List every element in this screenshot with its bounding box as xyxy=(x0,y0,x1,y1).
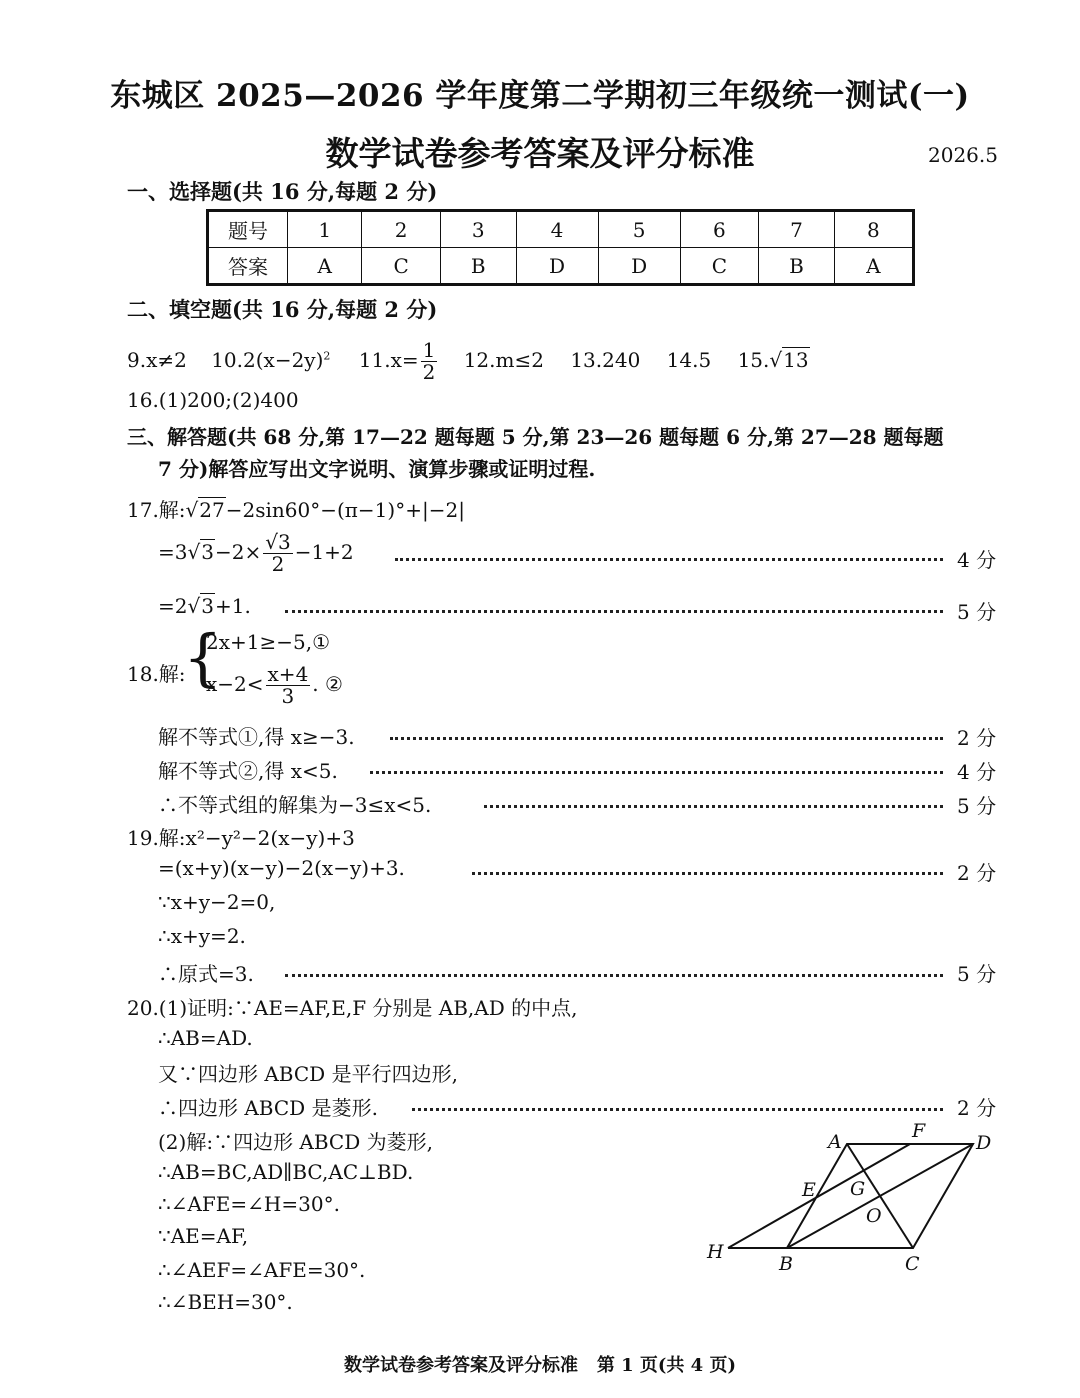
table-cell: 5 xyxy=(598,211,680,248)
label-h: H xyxy=(707,1241,724,1263)
leader-dots xyxy=(285,974,943,977)
q19-line3: ∵x+y−2=0, xyxy=(158,890,276,914)
leader-dots xyxy=(390,737,943,740)
score-label: 5 分 xyxy=(957,794,997,818)
table-cell: 3 xyxy=(440,211,516,248)
table-cell: 6 xyxy=(680,211,759,248)
q11-denominator: 2 xyxy=(422,360,436,384)
score-label: 4 分 xyxy=(957,548,997,572)
label-b: B xyxy=(779,1253,793,1275)
score-label: 5 分 xyxy=(957,600,997,624)
table-cell: 8 xyxy=(834,211,913,248)
q11-answer xyxy=(358,338,440,384)
q18-fraction xyxy=(266,664,311,707)
q17-line3-a: =2√ xyxy=(158,594,201,618)
table-cell: 2 xyxy=(362,211,441,248)
label-d: D xyxy=(976,1132,992,1154)
leader-dots xyxy=(484,805,943,808)
score-label: 2 分 xyxy=(957,726,997,750)
label-c: C xyxy=(905,1253,920,1275)
q20-line3: 又∵四边形 ABCD 是平行四边形, xyxy=(158,1062,458,1086)
table-cell: 7 xyxy=(759,211,835,248)
page-subtitle: 数学试卷参考答案及评分标准 xyxy=(325,134,755,173)
q17-line2-a: =3√ xyxy=(158,540,201,564)
q9-answer: 9.x≠2 xyxy=(127,348,187,372)
q20-line9: ∴∠AEF=∠AFE=30°. xyxy=(158,1258,366,1282)
label-e: E xyxy=(802,1179,816,1201)
section3-heading-line1: 三、解答题(共 68 分,第 17—22 题每题 5 分,第 23—26 题每题 6 分,第 27—28 题每题 xyxy=(127,425,944,449)
q15-answer xyxy=(738,348,810,372)
q10-text: 10.2(x−2y) xyxy=(211,348,324,372)
table-cell: D xyxy=(516,248,598,285)
fill-answers-line xyxy=(127,340,810,383)
q20-line5: (2)解:∵四边形 ABCD 为菱形, xyxy=(158,1130,433,1154)
score-label: 4 分 xyxy=(957,760,997,784)
q20-line6: ∴AB=BC,AD∥BC,AC⊥BD. xyxy=(158,1160,414,1184)
q17-line3 xyxy=(158,594,251,618)
table-cell: 1 xyxy=(288,211,362,248)
page-footer: 数学试卷参考答案及评分标准 第 1 页(共 4 页) xyxy=(344,1355,736,1376)
label-a: A xyxy=(828,1131,842,1153)
section1-heading: 一、选择题(共 16 分,每题 2 分) xyxy=(127,179,438,204)
q20-line7: ∴∠AFE=∠H=30°. xyxy=(158,1192,340,1216)
table-cell: D xyxy=(598,248,680,285)
q18-step1: 解不等式①,得 x≥−3. xyxy=(158,725,355,749)
leader-dots xyxy=(370,771,943,774)
q18-label: 18.解: xyxy=(127,662,186,686)
q17-line1-pre: 17.解:√ xyxy=(127,498,199,522)
q17-line1-radicand: 27 xyxy=(199,498,225,522)
q17-line2-radicand: 3 xyxy=(201,540,214,564)
table-cell: C xyxy=(680,248,759,285)
score-label: 2 分 xyxy=(957,1096,997,1120)
q10-answer xyxy=(211,348,330,372)
score-label: 2 分 xyxy=(957,861,997,885)
table-row xyxy=(208,248,914,285)
score-label: 5 分 xyxy=(957,962,997,986)
q18-step2: 解不等式②,得 x<5. xyxy=(158,759,338,783)
q17-line3-b: +1. xyxy=(214,594,251,618)
q18-inequality1: 2x+1≥−5,① xyxy=(206,630,331,654)
q20-line8: ∵AE=AF, xyxy=(158,1224,249,1248)
page-title: 东城区 2025—2026 学年度第二学期初三年级统一测试(一) xyxy=(110,78,970,114)
q20-line1: 20.(1)证明:∵AE=AF,E,F 分别是 AB,AD 的中点, xyxy=(127,996,578,1020)
label-o: O xyxy=(866,1205,882,1227)
table-cell: 题号 xyxy=(208,211,288,248)
leader-dots xyxy=(412,1108,943,1111)
q17-line1 xyxy=(127,494,465,523)
q11-fraction xyxy=(421,340,438,383)
q12-answer: 12.m≤2 xyxy=(463,348,544,372)
table-cell: 答案 xyxy=(208,248,288,285)
table-cell: A xyxy=(288,248,362,285)
q19-line5: ∴原式=3. xyxy=(158,962,254,986)
q16-answer: 16.(1)200;(2)400 xyxy=(127,388,299,412)
q18-ineq2-pre: x−2< xyxy=(206,672,264,696)
rhombus-figure xyxy=(690,1115,1010,1280)
table-row xyxy=(208,211,914,248)
q19-line4: ∴x+y=2. xyxy=(158,924,246,948)
segment-hf xyxy=(728,1144,910,1248)
q17-line2 xyxy=(158,532,354,575)
q18-fraction-numerator: x+4 xyxy=(267,662,309,686)
q17-line1-post: −2sin60°−(π−1)°+|−2| xyxy=(225,498,465,522)
q15-text: 15.√ xyxy=(737,348,783,372)
leader-dots xyxy=(395,558,943,561)
section2-heading: 二、填空题(共 16 分,每题 2 分) xyxy=(127,297,438,322)
system-brace: { xyxy=(183,621,223,694)
table-cell: B xyxy=(759,248,835,285)
q14-answer: 14.5 xyxy=(666,348,712,372)
q17-line3-radicand: 3 xyxy=(201,594,214,618)
label-f: F xyxy=(912,1120,926,1142)
table-cell: 4 xyxy=(516,211,598,248)
section3-heading-line2: 7 分)解答应写出文字说明、演算步骤或证明过程. xyxy=(158,457,596,481)
label-g: G xyxy=(850,1178,866,1200)
leader-dots xyxy=(472,872,943,875)
table-cell: A xyxy=(834,248,913,285)
q18-ineq2-post: . ② xyxy=(312,672,343,696)
q20-line2: ∴AB=AD. xyxy=(158,1026,253,1050)
q10-exponent: 2 xyxy=(323,349,331,363)
q19-line1: 19.解:x²−y²−2(x−y)+3 xyxy=(127,826,355,850)
q13-answer: 13.240 xyxy=(570,348,641,372)
q20-line4: ∴四边形 ABCD 是菱形. xyxy=(158,1096,378,1120)
q11-text: 11.x= xyxy=(358,348,419,372)
q15-radicand: 13 xyxy=(783,348,809,372)
q18-fraction-denominator: 3 xyxy=(281,684,295,708)
q11-numerator: 1 xyxy=(422,338,436,362)
date: 2026.5 xyxy=(928,143,998,167)
answer-table xyxy=(206,209,915,286)
q19-line2: =(x+y)(x−y)−2(x−y)+3. xyxy=(158,856,405,880)
q17-line2-b: −2× xyxy=(214,540,262,564)
q20-line10: ∴∠BEH=30°. xyxy=(158,1290,293,1314)
q17-fraction-denominator: 2 xyxy=(271,552,285,576)
leader-dots xyxy=(285,610,943,613)
table-cell: C xyxy=(362,248,441,285)
q18-inequality2 xyxy=(206,664,343,707)
q17-fraction-numerator: √3 xyxy=(265,530,291,554)
q17-fraction xyxy=(263,532,292,575)
q18-step3: ∴不等式组的解集为−3≤x<5. xyxy=(158,793,432,817)
table-cell: B xyxy=(440,248,516,285)
q17-line2-c: −1+2 xyxy=(294,540,354,564)
